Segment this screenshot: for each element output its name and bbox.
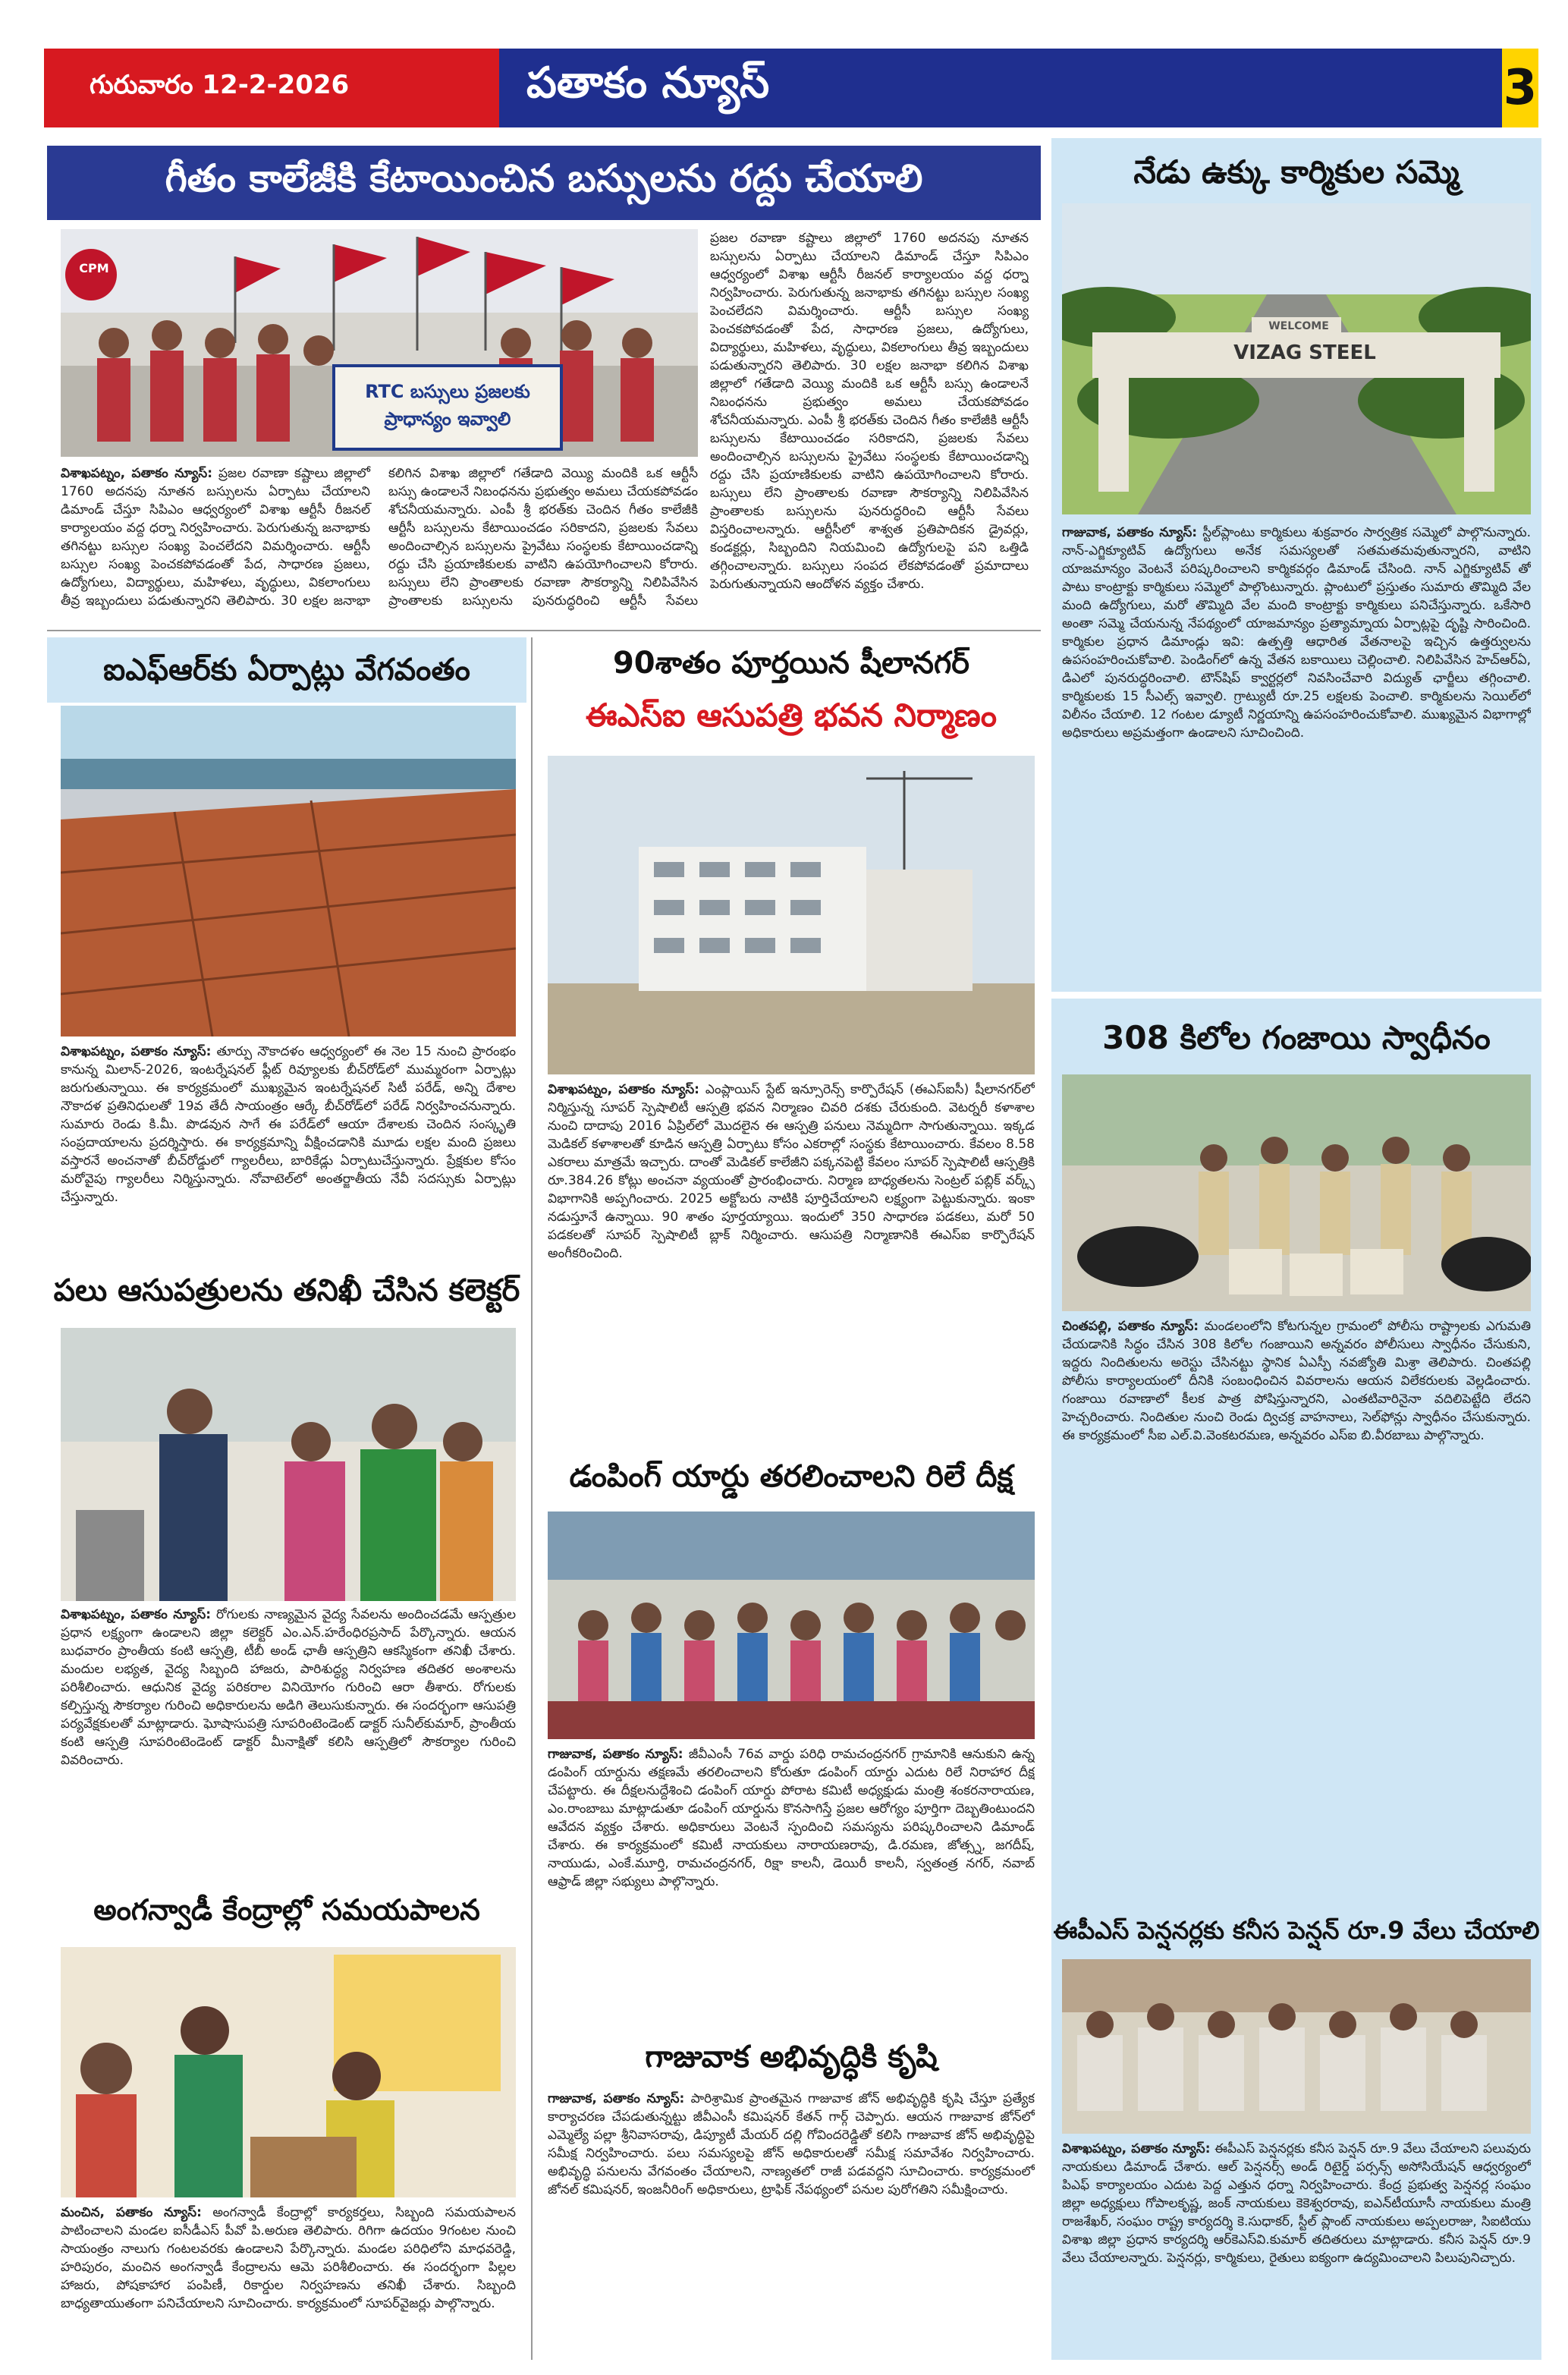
ganja-seizure-photo [1062,1074,1531,1311]
steel-gate-welcome-text: WELCOME [1268,320,1329,332]
collector-body-text: రోగులకు నాణ్యమైన వైద్య సేవలను అందించడమే ఆస్పత్రుల ప్రధాన లక్ష్యంగా ఉండాలని జిల్లా కలెక్టర్ ఎం.ఎన్.హరేంధిరప్రసాద్ పేర్కొన్నారు. ఆయన బుధవారం ప్రాంతీయ కంటి ఆస్పత్రి, టీబీ అండ్ ఛాతీ ఆస్పత్రిని ఆకస్మికంగా తనిఖీ చేశారు. మందుల లభ్యత, వైద్య సిబ్బంది హాజరు, పారిశుద్ధ్య నిర్వహణ తదితర అంశాలను పరిశీలించారు. ఆధునిక వైద్య పరికరాల వినియోగం గురించి ఆరా తీశారు. రోగులకు కల్పిస్తున్న సౌకర్యాల గురించి అధికారులను అడిగి తెలుసుకున్నారు. ఈ సందర్భంగా ఆసుపత్రి పర్యవేక్షకులతో మాట్లాడారు. ఘోషాసుపత్రి సూపరింటెండెంట్ డాక్టర్ సునీల్‌కుమార్, ప్రాంతీయ కంటి ఆస్పత్రి సూపరింటెండెంట్ డాక్టర్ మీనాక్షితో కలిసి ఆస్పత్రిలో సౌకర్యాల గురించి వివరించారు. [61,1607,516,1768]
collector-hospital-photo [61,1328,516,1601]
gajuwaka-headline: గాజువాక అభివృద్ధికి కృషి [645,2040,938,2075]
dumping-headline: డంపింగ్ యార్డు తరలించాలని రిలే దీక్ష [569,1459,1013,1494]
steel-gate-sign-text: VIZAG STEEL [1233,341,1376,364]
dumping-body [548,1745,1035,2024]
pension-dharna-illustration [1062,1959,1531,2134]
strike-headline: నేడు ఉక్కు కార్మికుల సమ్మె [1133,153,1460,190]
ifr-gallery-photo [61,706,516,1037]
esi-body-text: ఎంప్లాయిస్ స్టేట్ ఇన్సూరెన్స్ కార్పొరేషన్ (ఈఎస్ఐసీ) షీలానగర్‌లో నిర్మిస్తున్న సూపర్ స్పెషాలిటీ ఆస్పత్రి భవన నిర్మాణం చివరి దశకు చేరుకుంది. వెటర్నరీ కళాశాల నుంచి దాదాపు 2016 ఏప్రిల్‌లో మొదలైన ఈ ఆస్పత్రి పనులు నెమ్మదిగా సాగుతున్నాయి. ఇక్కడ మెడికల్ కళాశాలతో కూడిన ఆస్పత్రి ఏర్పాటు కోసం ఎకరాల్లో సంస్థకు కేటాయించారు. కేవలం 8.58 ఎకరాలు మాత్రమే ఇచ్చారు. దాంతో మెడికల్ కాలేజీని పక్కనపెట్టి కేవలం సూపర్ స్పెషాలిటీ ఆస్పత్రికి రూ.384.26 కోట్లు అంచనా వ్యయంతో ప్రారంభించారు. నిర్మాణ బాధ్యతలను సెంట్రల్ పబ్లిక్ వర్క్స్ విభాగానికి అప్పగించారు. 2025 అక్టోబరు నాటికి పూర్తిచేయాలని లక్ష్యంగా పెట్టుకున్నారు. ఇంకా నడుస్తూనే ఉన్నాయి. 90 శాతం పూర్తయ్యాయి. ఇందులో 350 సాధారణ పడకలు, మరో 50 పడకలతో సూపర్ స్పెషాలిటీ బ్లాక్ నిర్మించారు. ఆసుపత్రి నిర్మాణానికి ఈఎస్ఐ కార్పొరేషన్ అంగీకరించింది. [548,1082,1035,1261]
collector-headline: పలు ఆసుపత్రులను తనిఖీ చేసిన కలెక్టర్ [53,1273,520,1308]
strike-dateline: గాజువాక, పతాకం న్యూస్: [1062,525,1198,540]
page-number: 3 [1502,49,1538,127]
ifr-body [61,1043,516,1252]
bus-headline: గీతం కాలేజీకి కేటాయించిన బస్సులను రద్దు చేయాలి [47,146,1041,220]
dumping-dateline: గాజువాక, పతాకం న్యూస్: [548,1747,683,1762]
bus-photo-cpm-label: CPM [79,261,109,275]
esi-dateline: విశాఖపట్నం, పతాకం న్యూస్: [548,1082,699,1097]
bus-dateline: విశాఖపట్నం, పతాకం న్యూస్: [61,466,213,481]
dumping-protest-photo [548,1512,1035,1739]
anganwadi-dateline: మంచిన, పతాకం న్యూస్: [61,2205,202,2220]
dumping-protest-illustration [548,1512,1035,1739]
anganwadi-photo [61,1947,516,2197]
anganwadi-body [61,2204,516,2360]
ganja-seizure-illustration [1062,1074,1531,1311]
pension-body-text: ఈపీఎస్ పెన్షనర్లకు కనీస పెన్షన్ రూ.9 వేలు చేయాలని పలువురు నాయకులు డిమాండ్ చేశారు. ఆల్ పెన్షనర్స్ అండ్ రిటైర్డ్ పర్సన్స్ అసోసియేషన్ ఆధ్వర్యంలో పిఎఫ్ కార్యాలయం ఎదుట పెద్ద ఎత్తున ధర్నా నిర్వహించారు. కేంద్ర ప్రభుత్వ పెన్షనర్ల సంఘం జిల్లా అధ్యక్షులు గోపాలకృష్ణ, జంక్ నాయకులు కెకెశ్వరరావు, ఐఎన్‌టీయూసీ నాయకులు మంత్రి రాజశేఖర్, సంఘం రాష్ట్ర కార్యదర్శి కె.సుధాకర్, స్టీల్ ప్లాంట్ నాయకులు అప్పలరాజు, సిఐటియు విశాఖ జిల్లా ప్రధాన కార్యదర్శి ఆర్‌కెఎస్‌వి.కుమార్ తదితరులు మాట్లాడారు. కనీస పెన్షన్ రూ.9 వేలు చేయాలన్నారు. పెన్షనర్లు, కార్మికులు, రైతులు ఐక్యంగా ఉద్యమించాలని పిలుపునిచ్చారు. [1062,2141,1531,2266]
gajuwaka-body [548,2090,1035,2360]
strike-body-text: స్టీల్‌ప్లాంటు కార్మికులు శుక్రవారం సార్వత్రిక సమ్మెలో పాల్గొనున్నారు. నాన్-ఎగ్జిక్యూటివ్ ఉద్యోగులు అనేక సమస్యలతో సతమతమవుతున్నారని, వాటిని యాజమాన్యం వెంటనే పరిష్కరించాలని కార్మికవర్గం డిమాండ్ చేసింది. నాన్ ఎగ్జిక్యూటివ్ తో పాటు కాంట్రాక్టు కార్మికులు సమ్మెలో పాల్గొంటున్నారు. ప్లాంటులో ప్రస్తుతం సుమారు తొమ్మిది వేల మంది ఉద్యోగులు, మరో తొమ్మిది వేల మంది కాంట్రాక్టు కార్మికులు పనిచేస్తున్నారు. ఒకేసారి అంతా సమ్మె చేయనున్న నేపథ్యంలో యాజమాన్యం ప్రత్యామ్నాయ ఏర్పాట్లపై దృష్టి సారించింది. కార్మికుల ప్రధాన డిమాండ్లు ఇవి: ఉత్పత్తి ఆధారిత వేతనాలపై ఇచ్చిన ఉత్తర్వులను ఉపసంహరించుకోవాలి. పెండింగ్‌లో ఉన్న వేతన బకాయిలు చెల్లించాలి. నిలిపివేసిన హెచ్‌ఆర్ఏ, డిఎలో పునరుద్ధరించాలి. టౌన్‌షిప్ క్వార్టర్లలో నివసించేవారి విద్యుత్ ఛార్జీలు తగ్గించాలి. కార్మికులకు 15 సీఎల్స్ ఇవ్వాలి. గ్రాట్యుటీ రూ.25 లక్షలకు పెంచాలి. కార్మికులను సెయిల్‌లో విలీనం చేయాలి. 12 గంటల డ్యూటీ నిర్ణయాన్ని ఉపసంహరించుకోవాలి. ముఖ్యమైన విభాగాల్లో అధికారులు అప్రమత్తంగా ఉండాలని సూచించింది. [1062,525,1531,741]
masthead-date: గురువారం 12-2-2026 [44,49,499,127]
ganja-body [1062,1317,1531,1900]
bus-body-text: ప్రజల రవాణా కష్టాలు జిల్లాలో 1760 అదనపు నూతన బస్సులను ఏర్పాటు చేయాలని డిమాండ్ చేస్తూ సిపిఎం ఆధ్వర్యంలో విశాఖ ఆర్టీసీ రీజనల్ కార్యాలయం వద్ద ధర్నా నిర్వహించారు. పెరుగుతున్న జనాభాకు తగినట్టు బస్సుల సంఖ్య పెంచలేదని విమర్శించారు. ఆర్టీసీ బస్సుల సంఖ్య పెంచకపోవడంతో పేద, సాధారణ ప్రజలు, ఉద్యోగులు, విద్యార్థులు, మహిళలు, వృద్ధులు, వికలాంగులు తీవ్ర ఇబ్బందులు పడుతున్నారని తెలిపారు. 30 లక్షల జనాభా కలిగిన విశాఖ జిల్లాలో గతేడాది వెయ్యి మందికి ఒక ఆర్టీసీ బస్సు ఉండాలనే నిబంధనను ప్రభుత్వం అమలు చేయకపోవడం శోచనీయమన్నారు. ఎంపీ శ్రీ భరత్‌కు చెందిన గీతం కాలేజీకి ఆర్టీసీ బస్సులను కేటాయించడం సరికాదని, ప్రజలకు సేవలు అందించాల్సిన బస్సులను ప్రైవేటు సంస్థలకు కేటాయించడాన్ని రద్దు చేసి ప్రయాణికులకు వాటిని ఉపయోగించాలని కోరారు. బస్సులు లేని ప్రాంతాలకు రవాణా సౌకర్యాన్ని నిలిపివేసిన ప్రాంతాలకు బస్సులను పునరుద్ధరించి ఆర్టీసీ సేవలు [61,466,698,609]
ganja-body-text: మండలంలోని కోటగున్నల గ్రామంలో పోలీసు రాష్ట్రాలకు ఎగుమతి చేయడానికి సిద్ధం చేసిన 308 కిలోల గంజాయిని అన్నవరం పోలీసులు స్వాధీనం చేసుకుని, ఇద్దరు నిందితులను అరెస్టు చేసినట్టు స్థానిక ఏఎస్పీ నవజ్యోతి మిశ్రా తెలిపారు. చింతపల్లి పోలీసు కార్యాలయంలో దీనికి సంబంధించిన వివరాలను ఆయన విలేకరులకు వెల్లడించారు. గంజాయి రవాణాలో కీలక పాత్ర పోషిస్తున్నారని, ఎంతటివారినైనా వదిలిపెట్టేది లేదని హెచ్చరించారు. నిందితుల నుంచి రెండు ద్విచక్ర వాహనాలు, సెల్‌ఫోన్లు స్వాధీనం చేసుకున్నారు. ఈ కార్యక్రమంలో సీఐ ఎల్.వి.వెంకటరమణ, అన్నవరం ఎస్ఐ బి.వీరబాబు పాల్గొన్నారు. [1062,1319,1531,1443]
bus-photo-sign-text: RTC బస్సులు ప్రజలకు ప్రాధాన్యం ఇవ్వాలి [365,381,530,429]
esi-hospital-illustration [548,756,1035,1074]
ifr-body-text: తూర్పు నౌకాదళం ఆధ్వర్యంలో ఈ నెల 15 నుంచి ప్రారంభం కానున్న మిలాన్-2026, ఇంటర్నేషనల్ ఫ్లీట్ రివ్యూలకు బీచ్‌రోడ్‌లో ముమ్మరంగా ఏర్పాట్లు జరుగుతున్నాయి. ఈ కార్యక్రమంలో ముఖ్యమైన ఇంటర్నేషనల్ సిటీ పరేడ్, అన్ని దేశాల నౌకాదళ ప్రతినిధులతో 19వ తేదీ సాయంత్రం ఆర్కే బీచ్‌రోడ్‌లో పరేడ్ నిర్వహించనున్నారు. సుమారు రెండు కి.మీ. పొడవున సాగే ఈ పరేడ్‌లో ఆయా దేశాలకు చెందిన సంస్కృతి సంప్రదాయాలను ప్రదర్శిస్తారు. ఈ కార్యక్రమాన్ని వీక్షించడానికి మూడు లక్షల మంది ప్రజలు వస్తారనే అంచనాతో బీచ్‌రోడ్డులో గ్యాలరీలు, బారికేడ్లు ఏర్పాటుచేస్తున్నారు. ప్రేక్షకుల కోసం మరోవైపు గ్యాలరీలు నిర్మిస్తున్నారు. నోవాటెల్‌లో అంతర్జాతీయ నేవీ సదస్సుకు ఏర్పాట్లు చేస్తున్నారు. [61,1044,516,1205]
column-divider [531,637,533,2360]
pension-dharna-photo [1062,1959,1531,2134]
ganja-headline: 308 కిలోల గంజాయి స్వాధీనం [1102,1019,1491,1056]
ifr-dateline: విశాఖపట్నం, పతాకం న్యూస్: [61,1044,212,1059]
dumping-body-text: జీవీఎంసీ 76వ వార్డు పరిధి రామచంద్రనగర్ గ్రామానికి ఆనుకుని ఉన్న డంపింగ్ యార్డును తక్షణమే తరలించాలని కోరుతూ డంపింగ్ యార్డు ఎదుట రిలే నిరాహార దీక్ష చేపట్టారు. ఈ దీక్షలనుద్దేశించి డంపింగ్ యార్డు పోరాట కమిటీ అధ్యక్షుడు మంత్రి శంకరనారాయణ, ఎం.రాంబాబు మాట్లాడుతూ డంపింగ్ యార్డును కొనసాగిస్తే ప్రజల ఆరోగ్యం పూర్తిగా దెబ్బతింటుందని ఆవేదన వ్యక్తం చేశారు. అధికారులు వెంటనే స్పందించి సమస్యను పరిష్కరించాలని డిమాండ్ చేశారు. ఈ కార్యక్రమంలో కమిటీ నాయకులు నారాయణరావు, డి.రమణ, జోత్స్న, జగదీష్, నాయుడు, ఎంకే.మూర్తి, రామచంద్రనగర్, రిక్షా కాలనీ, డెయిరీ కాలనీ, స్వతంత్ర నగర్, నవాబ్ ఆఫ్రాడ్ జిల్లా సభ్యులు పాల్గొన్నారు. [548,1747,1035,1889]
collector-body [61,1606,516,1871]
pension-headline: ఈపీఎస్ పెన్షనర్లకు కనీస పెన్షన్ రూ.9 వేలు చేయాలి [1053,1916,1540,1945]
esi-headline-1: 90శాతం పూర్తయిన షీలానగర్ [612,646,970,681]
vizag-steel-gate-photo [1062,203,1531,514]
divider-top [47,630,1041,631]
anganwadi-headline: అంగన్వాడీ కేంద్రాల్లో సమయపాలన [93,1893,480,1927]
bus-body-continued [710,229,1029,622]
masthead-title: పతాకం న్యూస్ [499,49,1502,127]
collector-dateline: విశాఖపట్నం, పతాకం న్యూస్: [61,1607,212,1622]
ifr-gallery-illustration [61,706,516,1037]
bus-body-continued-text: ప్రజల రవాణా కష్టాలు జిల్లాలో 1760 అదనపు నూతన బస్సులను ఏర్పాటు చేయాలని డిమాండ్ చేస్తూ సిపిఎం ఆధ్వర్యంలో విశాఖ ఆర్టీసీ రీజనల్ కార్యాలయం వద్ద ధర్నా నిర్వహించారు. పెరుగుతున్న జనాభాకు తగినట్టు బస్సుల సంఖ్య పెంచలేదని విమర్శించారు. ఆర్టీసీ బస్సుల సంఖ్య పెంచకపోవడంతో పేద, సాధారణ ప్రజలు, ఉద్యోగులు, విద్యార్థులు, మహిళలు, వృద్ధులు, వికలాంగులు తీవ్ర ఇబ్బందులు పడుతున్నారని తెలిపారు. 30 లక్షల జనాభా కలిగిన విశాఖ జిల్లాలో గతేడాది వెయ్యి మందికి ఒక ఆర్టీసీ బస్సు ఉండాలనే నిబంధనను ప్రభుత్వం అమలు చేయకపోవడం శోచనీయమన్నారు. ఎంపీ శ్రీ భరత్‌కు చెందిన గీతం కాలేజీకి ఆర్టీసీ బస్సులను కేటాయించడం సరికాదని, ప్రజలకు సేవలు అందించాల్సిన బస్సులను ప్రైవేటు సంస్థలకు కేటాయించడాన్ని రద్దు చేసి ప్రయాణికులకు వాటిని ఉపయోగించాలని కోరారు. బస్సులు లేని ప్రాంతాలకు రవాణా సౌకర్యాన్ని నిలిపివేసిన ప్రాంతాలకు బస్సులను పునరుద్ధరించి ఆర్టీసీ సేవలు విస్తరించాలన్నారు. ఆర్టీసీలో శాశ్వత ప్రతిపాదికన డ్రైవర్లు, కండక్టర్లు, సిబ్బందిని నియమించి ఉద్యోగులపై పని ఒత్తిడి తగ్గించాలన్నారు. బస్సులు సంపద లేకపోవడంతో ప్రమాదాలు పెరుగుతున్నాయని ఆందోళన వ్యక్తం చేశారు. [710,231,1029,592]
pension-dateline: విశాఖపట్నం, పతాకం న్యూస్: [1062,2141,1211,2156]
ganja-dateline: చింతపల్లి, పతాకం న్యూస్: [1062,1319,1199,1334]
bus-protest-photo [61,229,698,457]
gajuwaka-body-text: పారిశ్రామిక ప్రాంతమైన గాజువాక జోన్ అభివృద్ధికి కృషి చేస్తూ ప్రత్యేక కార్యాచరణ చేపడుతున్నట్టు జీవీఎంసీ కమిషనర్ కేతన్ గార్గ్ చెప్పారు. ఆయన గాజువాక జోన్‌లో ఎమ్మెల్యే పల్లా శ్రీనివాసరావు, డిప్యూటీ మేయర్ దల్లి గోవిందరెడ్డితో కలిసి గాజువాక జోన్ అభివృద్ధిపై సమీక్ష నిర్వహించారు. పలు సమస్యలపై జోన్ అధికారులతో సమీక్ష సమావేశం నిర్వహించారు. అభివృద్ధి పనులను వేగవంతం చేయాలని, నాణ్యతలో రాజీ పడవద్దని సూచించారు. కార్యక్రమంలో జోనల్ కమిషనర్, ఇంజనీరింగ్ అధికారులు, ట్రాఫిక్ నేపథ్యంలో పనుల పురోగతిని సమీక్షించారు. [548,2091,1035,2197]
bus-body [61,464,698,622]
pension-body [1062,2140,1531,2360]
esi-headline-2: ఈఎస్ఐ ఆసుపత్రి భవన నిర్మాణం [585,697,998,734]
anganwadi-body-text: అంగన్వాడీ కేంద్రాల్లో కార్యకర్తలు, సిబ్బంది సమయపాలన పాటించాలని మండల ఐసీడీఎస్ పీవో పి.అరుణ తెలిపారు. రిగిగా ఉదయం 9గంటల నుంచి సాయంత్రం నాలుగు గంటలవరకు ఉండాలని పేర్కొన్నారు. మండల పరిధిలోని మాధవరెడ్డి, హరిపురం, మంచిన అంగన్వాడీ కేంద్రాలను ఆమె పరిశీలించారు. ఈ సందర్భంగా పిల్లల హాజరు, పోషకాహార పంపిణీ, రికార్డుల నిర్వహణను తనిఖీ చేశారు. సిబ్బంది బాధ్యతాయుతంగా పనిచేయాలని సూచించారు. కార్యక్రమంలో సూపర్‌వైజర్లు పాల్గొన్నారు. [61,2205,516,2311]
esi-hospital-photo [548,756,1035,1074]
strike-body [1062,524,1531,999]
collector-hospital-illustration [61,1328,516,1601]
ifr-headline: ఐఎఫ్ఆర్‌కు ఏర్పాట్లు వేగవంతం [103,653,470,687]
anganwadi-illustration [61,1947,516,2197]
gajuwaka-dateline: గాజువాక, పతాకం న్యూస్: [548,2091,685,2106]
esi-body [548,1081,1035,1442]
